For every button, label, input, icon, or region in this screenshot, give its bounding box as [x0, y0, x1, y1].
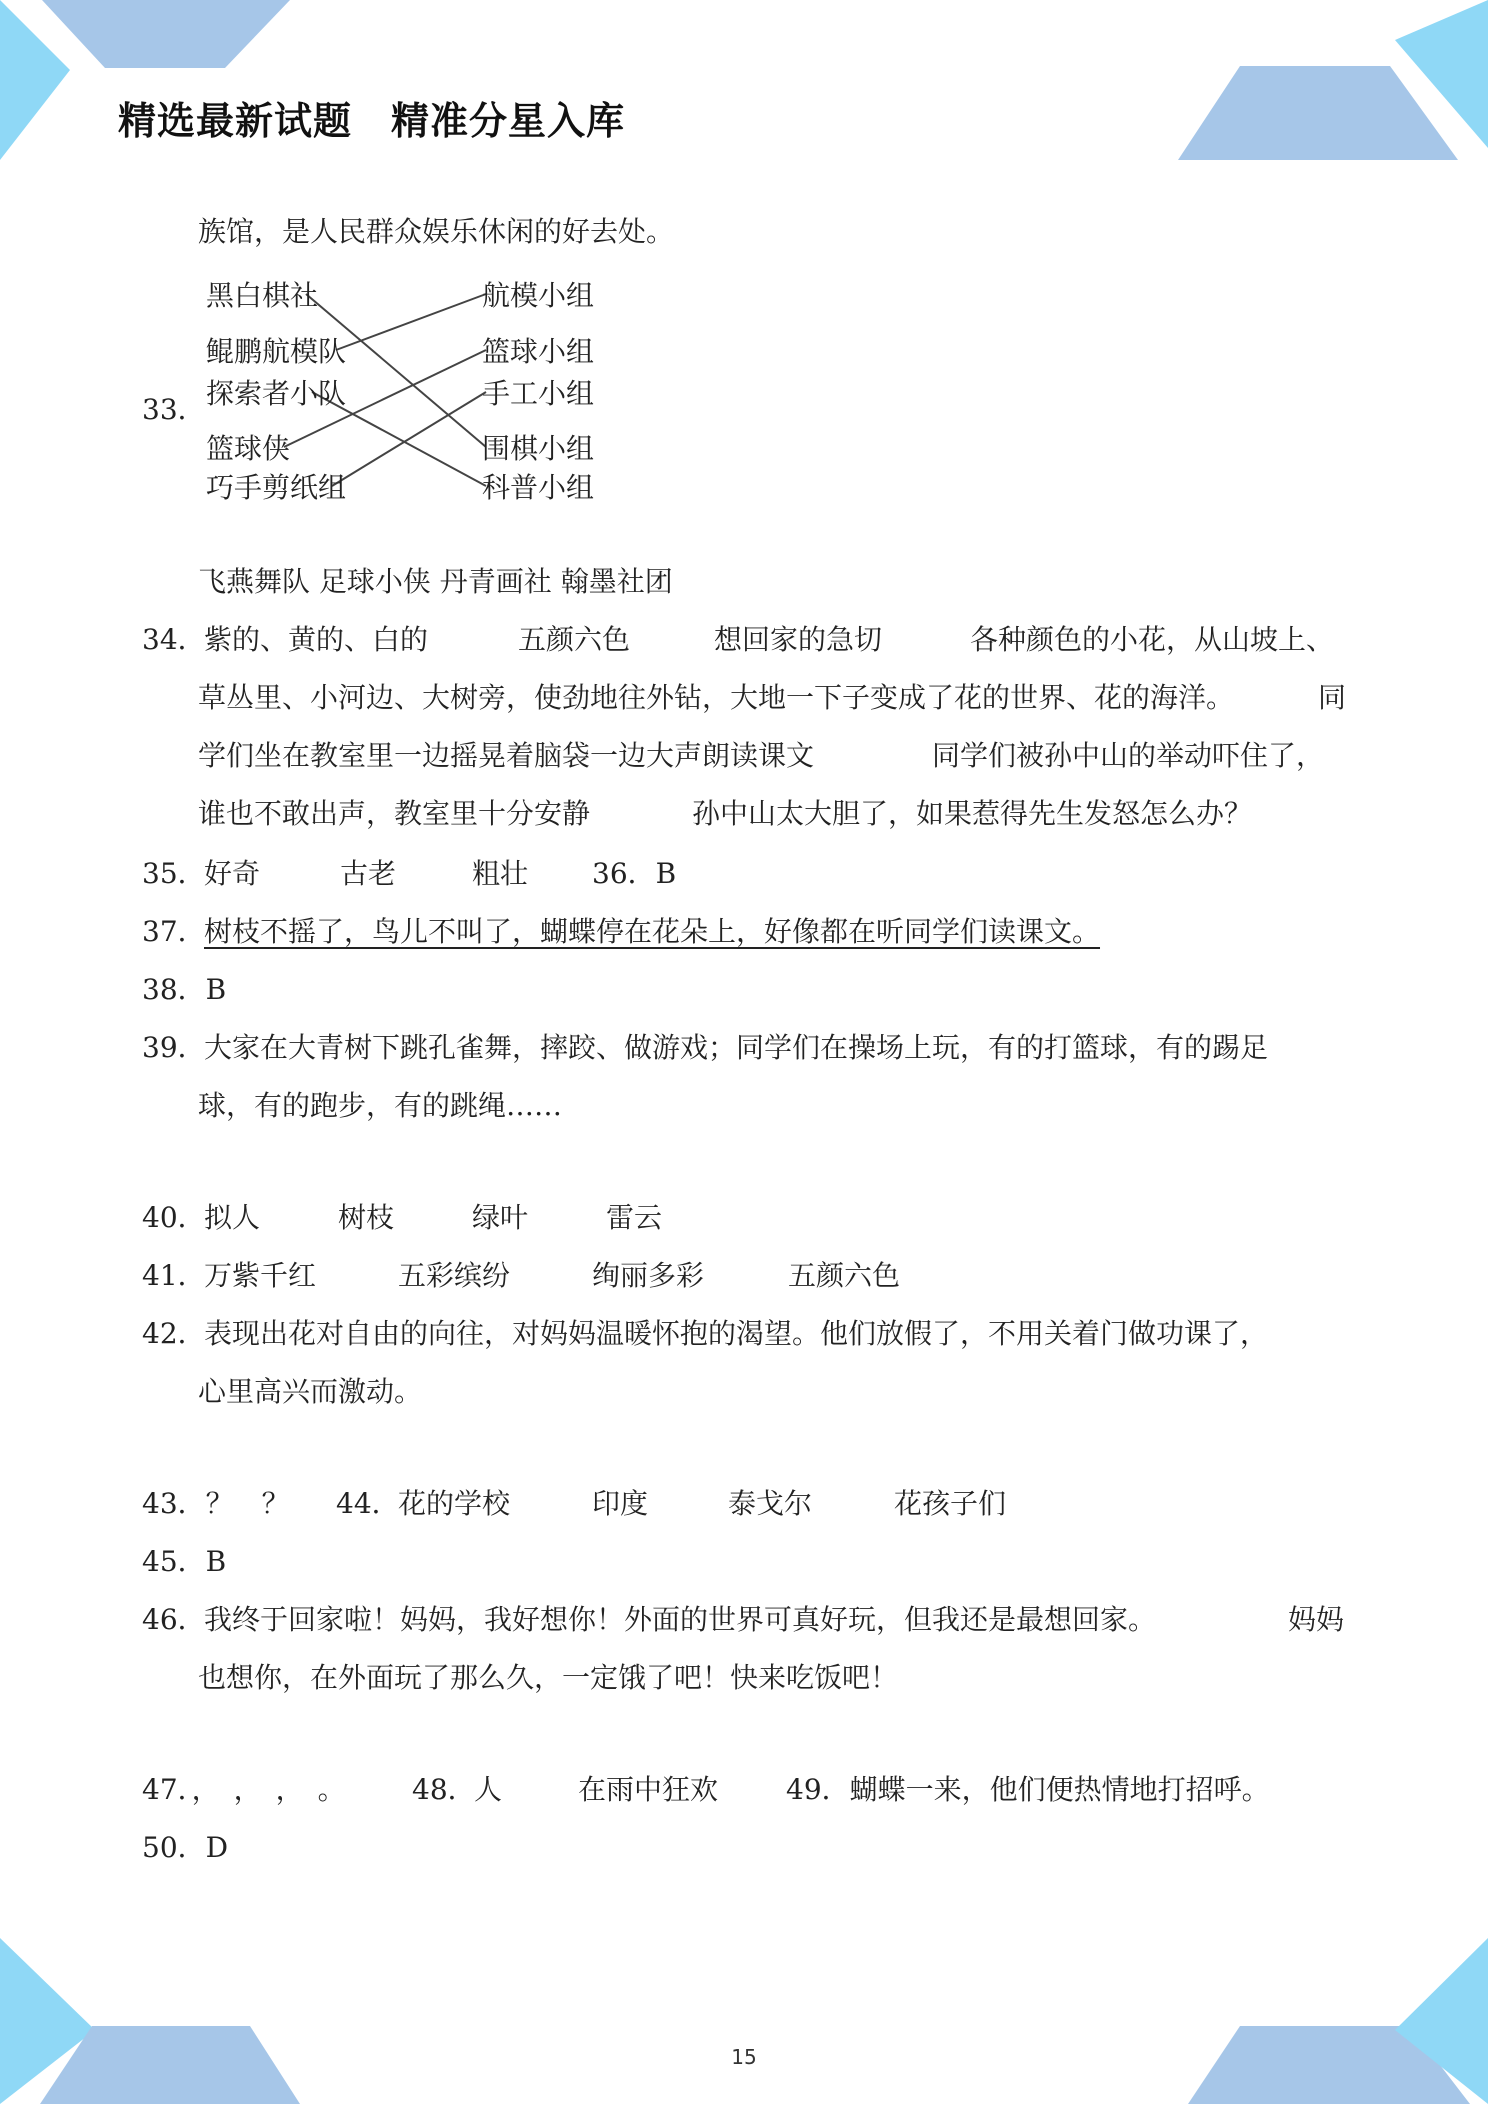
answer-segment: 学们坐在教室里一边摇晃着脑袋一边大声朗读课文: [198, 739, 815, 772]
answer-segment: 我终于回家啦！妈妈，我好想你！外面的世界可真好玩，但我还是最想回家。: [204, 1603, 1157, 1636]
underlined-answer: 树枝不摇了，鸟儿不叫了，蝴蝶停在花朵上，好像都在听同学们读课文。: [204, 915, 1101, 948]
answer-segment: 同: [1318, 681, 1347, 714]
answer-segment: 43．？ ？: [142, 1487, 290, 1520]
answer-segment: 大家在大青树下跳孔雀舞，摔跤、做游戏；同学们在操场上玩，有的打篮球，有的踢足: [204, 1031, 1269, 1064]
answer-segment: 草丛里、小河边、大树旁，使劲地往外钻，大地一下子变成了花的世界、花的海洋。: [198, 681, 1235, 714]
answer-segment: 想回家的急切: [714, 623, 883, 656]
answer-segment: 在雨中狂欢: [578, 1773, 719, 1806]
answer-segment: 47．， ， ， 。: [142, 1773, 346, 1806]
question-number: 35．: [142, 857, 206, 890]
answer-segment: 各种颜色的小花，从山坡上、: [970, 623, 1335, 656]
question-number: 34．: [142, 623, 206, 656]
header-title: 精选最新试题 精准分星入库: [118, 99, 626, 143]
match-connector-line: [332, 392, 486, 486]
answer-segment: 谁也不敢出声，教室里十分安静: [198, 797, 591, 830]
answer-segment: 人: [474, 1773, 503, 1806]
answer-segment: 雷云: [606, 1201, 663, 1234]
answer-segment: 印度: [592, 1487, 649, 1520]
match-left-item: 巧手剪纸组: [206, 471, 347, 504]
answer-segment: 五彩缤纷: [398, 1259, 511, 1292]
top-left-trapezoid: [42, 0, 290, 68]
match-right-item: 航模小组: [482, 279, 595, 312]
answer-segment: 花的学校: [398, 1487, 511, 1520]
question-number: 48．: [412, 1773, 476, 1806]
question-number: 33．: [142, 393, 206, 426]
match-left-item: 篮球侠: [206, 432, 291, 465]
answer-segment: 紫的、黄的、白的: [204, 623, 429, 656]
matching-exercise: [200, 270, 600, 540]
answer-q50: 50．D: [142, 1831, 229, 1864]
match-right-item: 围棋小组: [482, 432, 595, 465]
question-number: 39．: [142, 1031, 206, 1064]
answer-segment: 树枝: [338, 1201, 395, 1234]
match-left-item: 探索者小队: [206, 377, 347, 410]
answer-q42-line2: 心里高兴而激动。: [198, 1375, 423, 1408]
answer-segment: 绚丽多彩: [592, 1259, 705, 1292]
match-left-item: 鲲鹏航模队: [206, 335, 347, 368]
question-number: 42．: [142, 1317, 206, 1350]
match-right-item: 篮球小组: [482, 335, 595, 368]
answer-segment: 泰戈尔: [728, 1487, 813, 1520]
answer-segment: 好奇: [204, 857, 261, 890]
question-number: 46．: [142, 1603, 206, 1636]
top-right-trapezoid: [1178, 66, 1458, 160]
answer-segment: 同学们被孙中山的举动吓住了，: [932, 739, 1325, 772]
answer-segment: 五颜六色: [518, 623, 631, 656]
answer-q45: 45．B: [142, 1545, 227, 1578]
answer-segment: 花孩子们: [894, 1487, 1007, 1520]
match-right-item: 手工小组: [482, 377, 595, 410]
top-left-triangle: [0, 0, 70, 160]
answer-segment: 表现出花对自由的向往，对妈妈温暖怀抱的渴望。他们放假了，不用关着门做功课了，: [204, 1317, 1269, 1350]
answer-segment: 孙中山太大胆了，如果惹得先生发怒怎么办？: [692, 797, 1253, 830]
answer-segment: 拟人: [204, 1201, 261, 1234]
answer-segment: 五颜六色: [788, 1259, 901, 1292]
question-number: 41．: [142, 1259, 206, 1292]
answer-segment: 万紫千红: [204, 1259, 317, 1292]
answer-segment: 49．蝴蝶一来，他们便热情地打招呼。: [786, 1773, 1270, 1806]
answer-segment: 妈妈: [1288, 1603, 1345, 1636]
question-number: 37．: [142, 915, 206, 948]
page-number: 15: [731, 2045, 757, 2069]
answer-q38: 38．B: [142, 973, 227, 1006]
answer-segment: 粗壮: [472, 857, 529, 890]
answer-segment: 绿叶: [472, 1201, 529, 1234]
answer-line: 飞燕舞队 足球小侠 丹青画社 翰墨社团: [198, 565, 673, 598]
match-right-item: 科普小组: [482, 471, 595, 504]
answer-q46-line2: 也想你，在外面玩了那么久，一定饿了吧！快来吃饭吧！: [198, 1661, 899, 1694]
match-connector-line: [336, 294, 486, 350]
match-left-item: 黑白棋社: [206, 279, 319, 312]
question-number: 44．: [336, 1487, 400, 1520]
answer-q39-line2: 球，有的跑步，有的跳绳……: [198, 1089, 563, 1122]
answer-segment: 36．B: [592, 857, 677, 890]
answer-segment: 古老: [340, 857, 397, 890]
answer-line: 族馆，是人民群众娱乐休闲的好去处。: [198, 215, 675, 248]
question-number: 40．: [142, 1201, 206, 1234]
